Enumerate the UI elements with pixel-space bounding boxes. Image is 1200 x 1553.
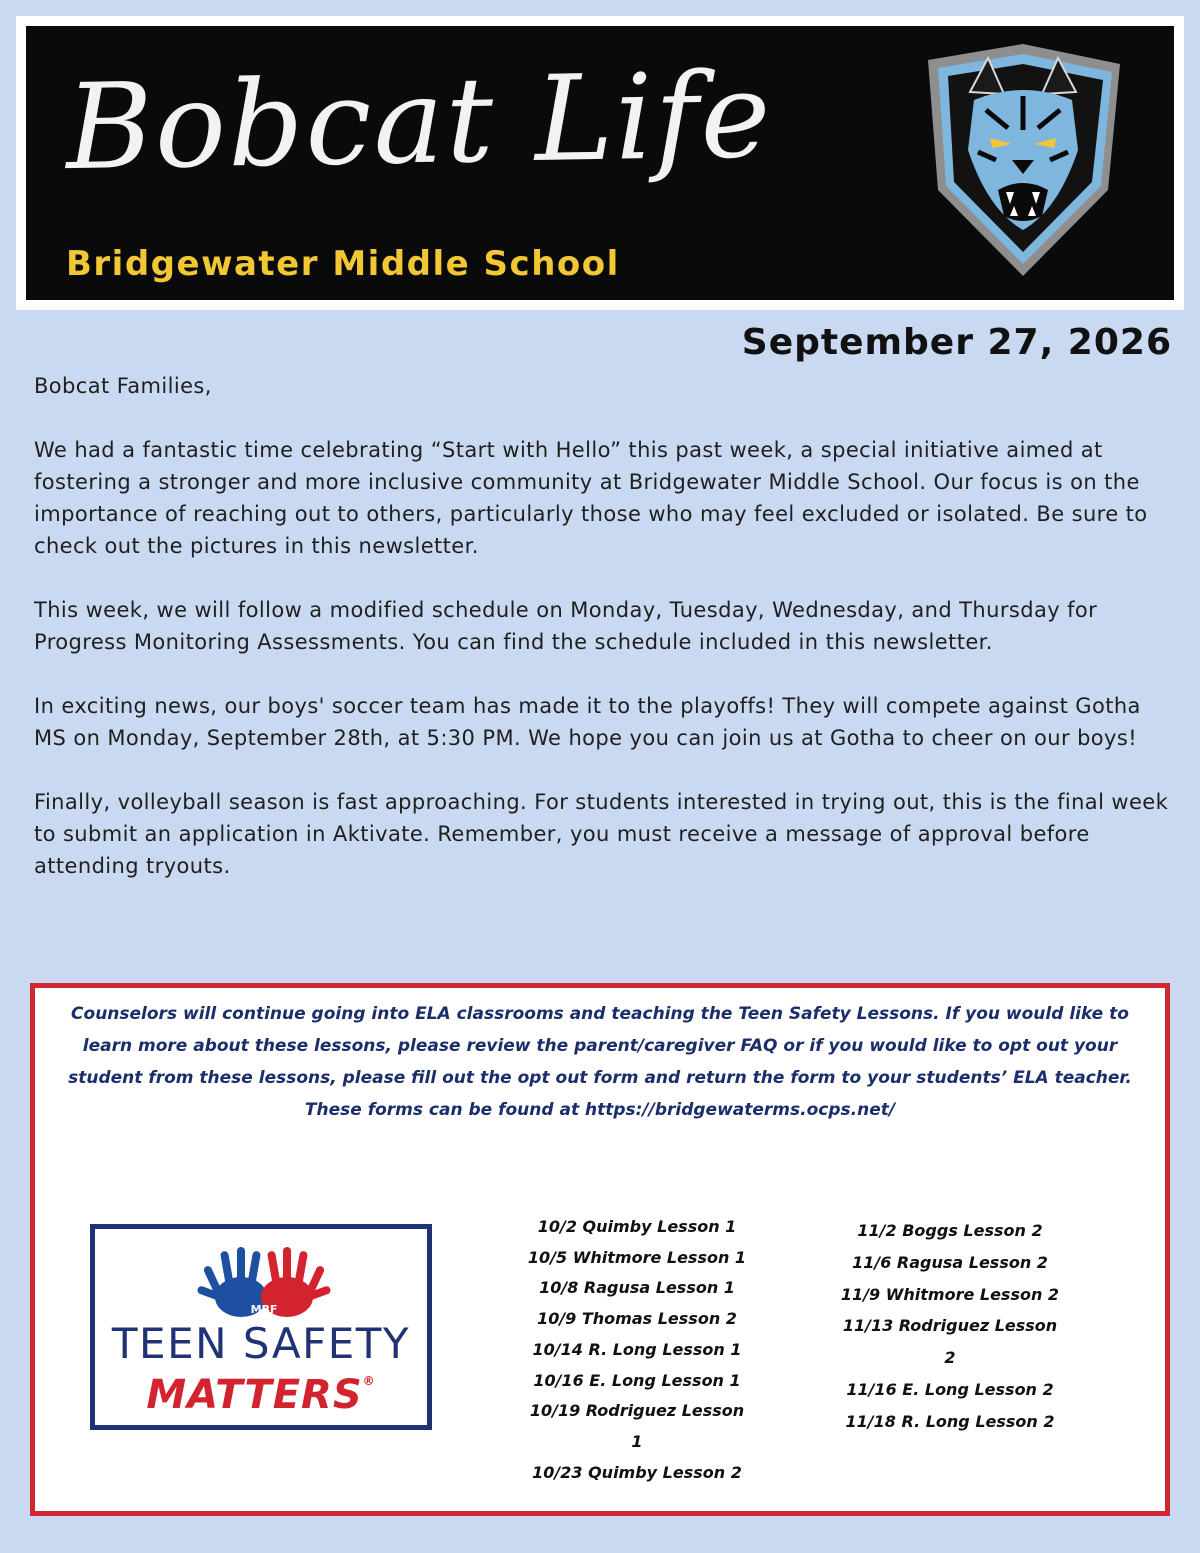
logo-line-teen-safety: TEEN SAFETY xyxy=(111,1319,411,1368)
schedule-item: 10/16 E. Long Lesson 1 xyxy=(533,1370,741,1390)
header-banner-frame xyxy=(16,16,1184,310)
schedule-item: 11/16 E. Long Lesson 2 xyxy=(846,1379,1054,1399)
schedule-item: 10/2 Quimby Lesson 1 xyxy=(537,1217,737,1236)
logo-matters-text: MATTERS xyxy=(146,1372,363,1418)
newsletter-date: September 27, 2026 xyxy=(741,322,1172,363)
letter-greeting: Bobcat Families, xyxy=(34,374,212,398)
schedule-item: 10/23 Quimby Lesson 2 xyxy=(532,1462,742,1482)
bobcat-crest-icon xyxy=(908,40,1138,280)
letter-paragraph: This week, we will follow a modified schedule on Monday, Tuesday, Wednesday, and Thursday for Progress Monitoring Assessments. You can find the schedule included in this newsletter. xyxy=(34,598,1098,654)
mbf-badge: MBF xyxy=(250,1303,278,1316)
notice-body: Counselors will continue going into ELA classrooms and teaching the Teen Safety Lessons. If you would like to learn more about these lessons, please review the parent/caregiver FAQ or if you would like to opt out your student from these lessons, please fill out the opt out form and return the form to your students’ ELA teacher. xyxy=(68,1004,1132,1088)
teen-safety-notice xyxy=(30,983,1170,1516)
schedule-item: 10/9 Thomas Lesson 2 xyxy=(537,1309,737,1329)
schedule-item: 11/2 Boggs Lesson 2 xyxy=(857,1221,1043,1240)
schedule-october xyxy=(522,1212,752,1488)
school-name: Bridgewater Middle School xyxy=(66,244,620,284)
schedule-item: 10/14 R. Long Lesson 1 xyxy=(532,1339,742,1359)
header-banner xyxy=(26,26,1174,300)
schedule-item: 10/19 Rodriguez Lesson 1 xyxy=(529,1401,745,1451)
registered-mark: ® xyxy=(362,1374,376,1388)
principal-letter xyxy=(34,370,1169,882)
newsletter-title: Bobcat Life xyxy=(64,45,774,197)
schedule-item: 10/5 Whitmore Lesson 1 xyxy=(527,1247,747,1267)
letter-paragraph: In exciting news, our boys' soccer team has made it to the playoffs! They will compete against Gotha MS on Monday, September 28th, at 5:30 PM. We hope you can join us at Gotha to cheer on our boys! xyxy=(34,694,1141,750)
notice-forms-link[interactable]: These forms can be found at https://bridgewaterms.ocps.net/ xyxy=(304,1100,896,1120)
logo-line-matters xyxy=(95,1372,427,1418)
schedule-item: 11/13 Rodriguez Lesson 2 xyxy=(842,1316,1058,1368)
handprints-icon xyxy=(183,1241,343,1323)
schedule-item: 11/9 Whitmore Lesson 2 xyxy=(840,1284,1060,1304)
letter-paragraph: Finally, volleyball season is fast approaching. For students interested in trying out, this is the final week to submit an application in Aktivate. Remember, you must receive a message of approval before attending tryouts. xyxy=(34,790,1169,878)
schedule-november xyxy=(835,1215,1065,1438)
schedule-item: 10/8 Ragusa Lesson 1 xyxy=(539,1278,735,1298)
schedule-item: 11/18 R. Long Lesson 2 xyxy=(845,1411,1055,1431)
notice-text xyxy=(45,998,1155,1126)
teen-safety-matters-logo xyxy=(90,1224,432,1430)
letter-paragraph: We had a fantastic time celebrating “Start with Hello” this past week, a special initiative aimed at fostering a stronger and more inclusive community at Bridgewater Middle School. Our focus is on the importance of reaching out to others, particularly those who may feel excluded or isolated. Be sure to check out the pictures in this newsletter. xyxy=(34,438,1148,558)
schedule-item: 11/6 Ragusa Lesson 2 xyxy=(852,1252,1048,1272)
